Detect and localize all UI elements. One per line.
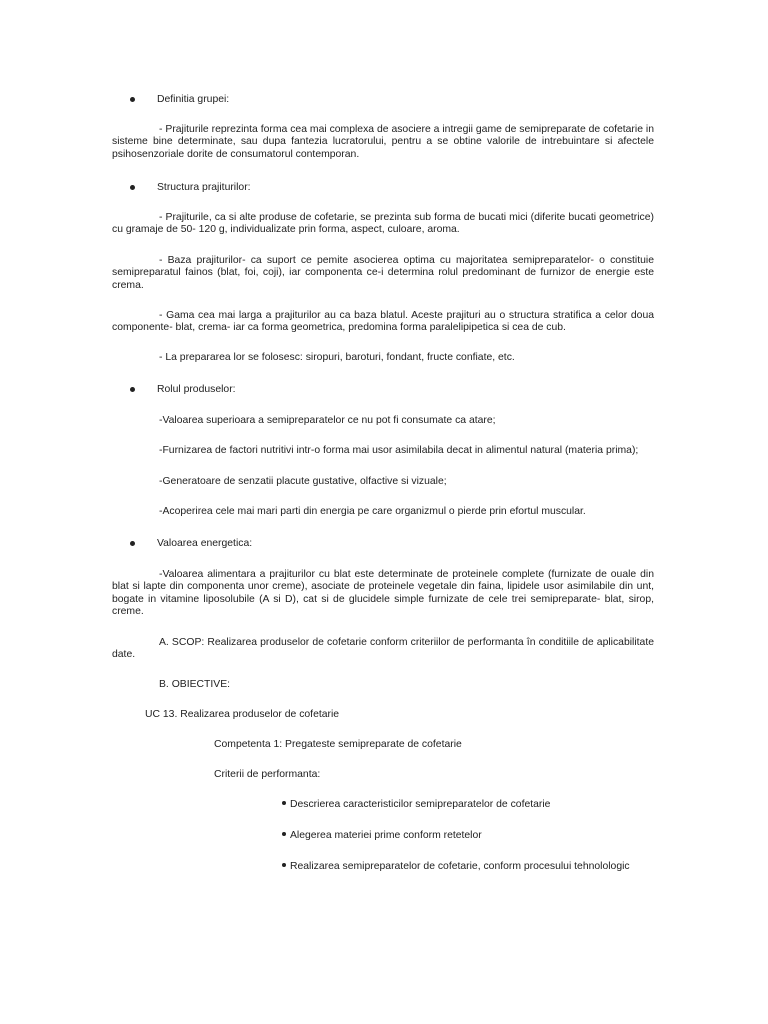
- paragraph-structure-4: - La prepararea lor se folosesc: siropuri, baroturi, fondant, fructe confiate, etc.: [159, 352, 515, 363]
- bullet-dot: [130, 387, 135, 392]
- paragraph-role-3: -Generatoare de senzatii placute gustative, olfactive si vizuale;: [159, 476, 447, 487]
- paragraph-structure-3: - Gama cea mai larga a prajiturilor au ca baza blatul. Aceste prajituri au o structura stratifica a celor doua componente- blat, crema- iar ca forma geometrica, predomina forma paralelipipetica si cea de cub.: [112, 310, 654, 334]
- criterion-item: Realizarea semipreparatelor de cofetarie, conform procesului tehnolologic: [282, 861, 630, 873]
- section-heading-label: Definitia grupei:: [157, 94, 230, 105]
- paragraph-definition: - Prajiturile reprezinta forma cea mai complexa de asociere a intregii game de semipreparate de cofetarie in sisteme bine determinate, sau dupa fantezia lucratorului, pentru a se obtine valorile de intrebuintare si afectele psihosenzoriale dorite de consumatorul contemporan.: [112, 124, 654, 160]
- paragraph-structure-2: - Baza prajiturilor- ca suport ce pemite asocierea optima cu majoritatea semipreparatelor- o constituie semipreparatul fainos (blat, foi, coji), iar componenta ce-i determina rolul predominant de furnizor de energie este crema.: [112, 255, 654, 291]
- paragraph-structure-1: - Prajiturile, ca si alte produse de cofetarie, se prezinta sub forma de bucati mici (diferite bucati geometrice) cu gramaje de 50- 120 g, individualizate prin forma, aspect, culoare, aroma.: [112, 212, 654, 236]
- objectives-heading: B. OBIECTIVE:: [159, 679, 231, 690]
- bullet-dot: [130, 541, 135, 546]
- section-heading-label: Valoarea energetica:: [157, 538, 253, 549]
- criterion-item: Alegerea materiei prime conform retetelor: [282, 830, 482, 842]
- bullet-dot: [130, 185, 135, 190]
- competence-1: Competenta 1: Pregateste semipreparate de cofetarie: [214, 739, 462, 750]
- bullet-dot: [282, 801, 286, 805]
- unit-of-competence: UC 13. Realizarea produselor de cofetarie: [145, 709, 340, 720]
- section-heading-label: Rolul produselor:: [157, 384, 236, 395]
- paragraph-role-4: -Acoperirea cele mai mari parti din energia pe care organizmul o pierde prin efortul muscular.: [159, 506, 586, 517]
- paragraph-scope: A. SCOP: Realizarea produselor de cofetarie conform criteriilor de performanta în conditiile de aplicabilitate date.: [112, 637, 654, 661]
- performance-criteria-heading: Criterii de performanta:: [214, 769, 321, 780]
- bullet-dot: [282, 863, 286, 867]
- bullet-dot: [130, 97, 135, 102]
- bullet-dot: [282, 832, 286, 836]
- paragraph-energy: -Valoarea alimentara a prajiturilor cu blat este determinate de proteinele complete (furnizate de ouale din blat si lapte din componenta unor creme), asociate de proteinele vegetale din faina, lipidele usor asimilabile din unt, bogate in vitamine liposolubile (A si D), cat si de glucidele simple furnizate de cele trei semipreparate- blat, sirop, creme.: [112, 569, 654, 618]
- paragraph-role-1: -Valoarea superioara a semipreparatelor ce nu pot fi consumate ca atare;: [159, 415, 496, 426]
- paragraph-role-2: -Furnizarea de factori nutritivi intr-o forma mai usor asimilabila decat in alimentul natural (materia prima);: [159, 445, 639, 456]
- section-heading-label: Structura prajiturilor:: [157, 182, 251, 193]
- criterion-item: Descrierea caracteristicilor semipreparatelor de cofetarie: [282, 799, 550, 811]
